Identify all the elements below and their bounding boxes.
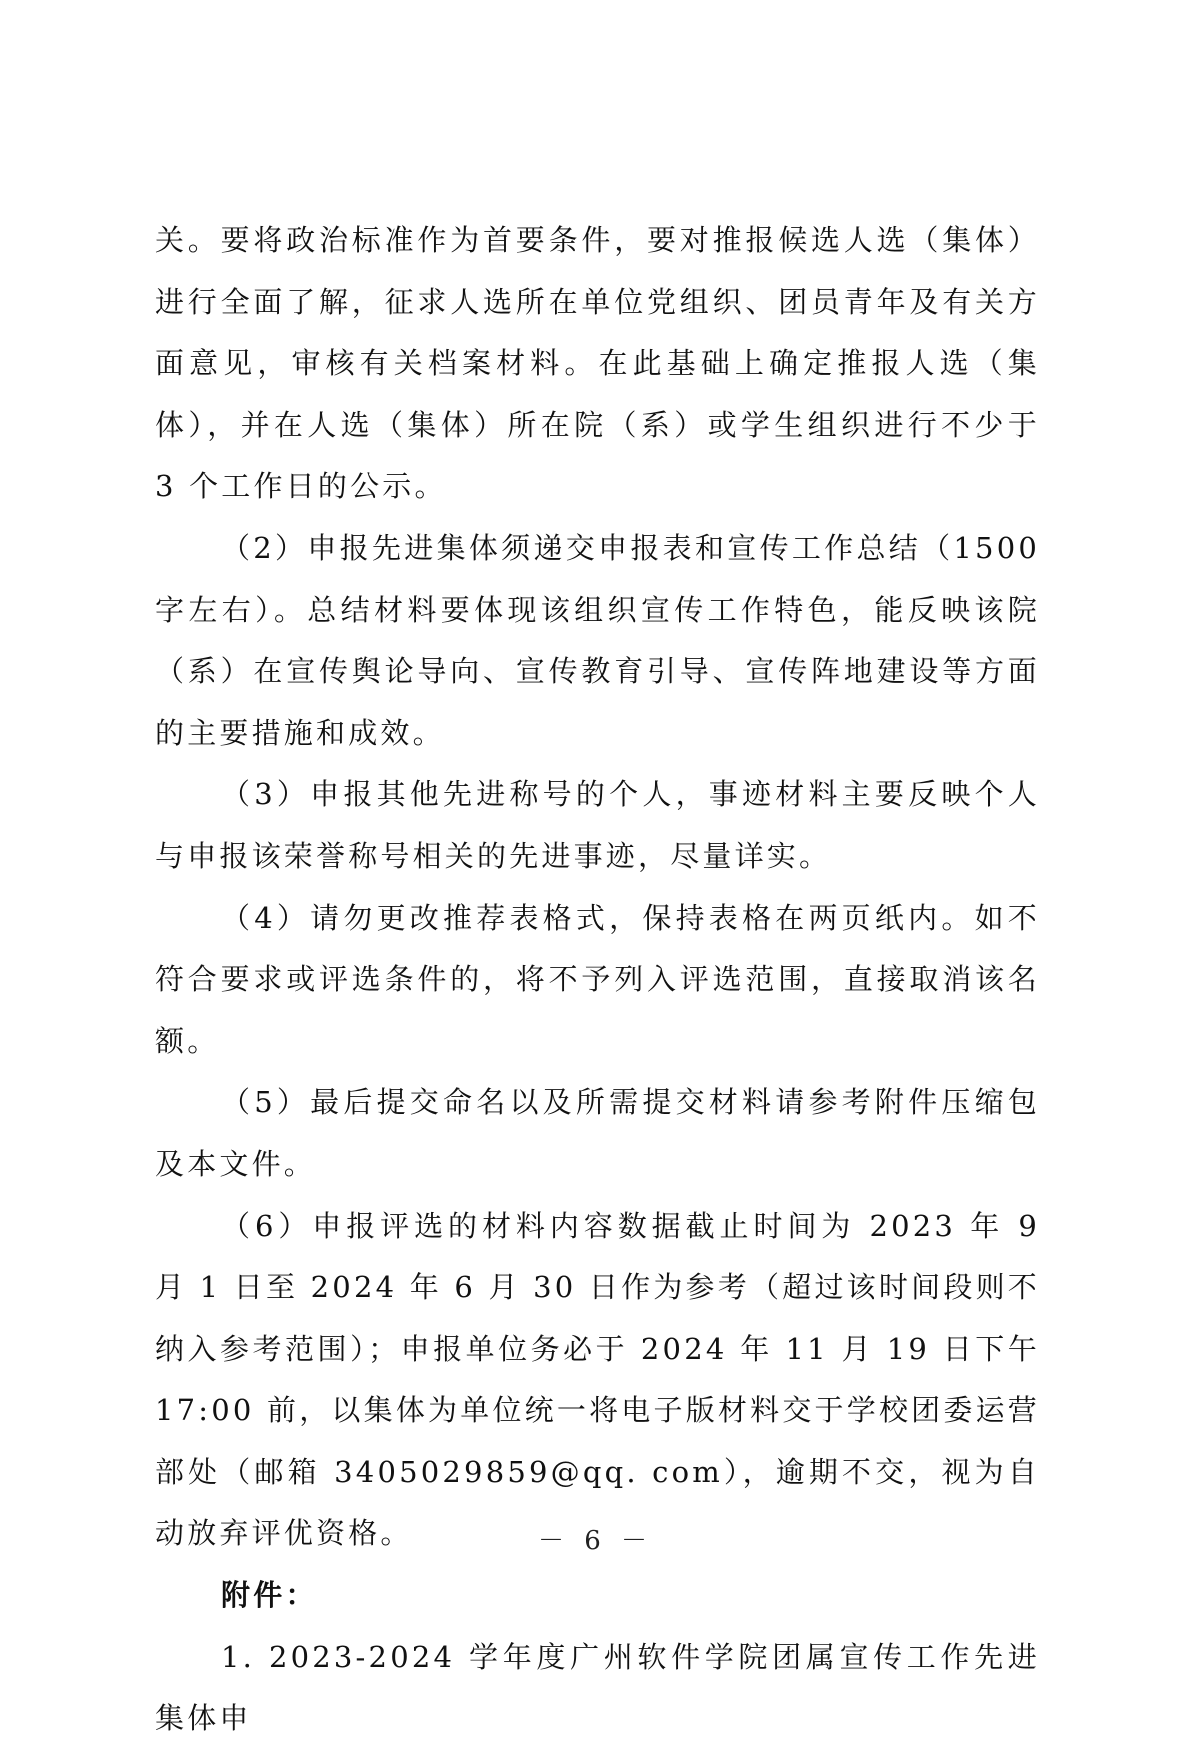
paragraph-item-2: （2）申报先进集体须递交申报表和宣传工作总结（1500 字左右）。总结材料要体现该组织宣传工作特色，能反映该院（系）在宣传舆论导向、宣传教育引导、宣传阵地建设等方面的主要措施和成效。	[155, 530, 1040, 750]
paragraph-item-6: （6）申报评选的材料内容数据截止时间为 2023 年 9 月 1 日至 2024 年 6 月 30 日作为参考（超过该时间段则不纳入参考范围）；申报单位务必于 2024 年 11 月 19 日下午 17:00 前，以集体为单位统一将电子版材料交于学校团委运营部处（邮箱 3405029859@qq. com），逾期不交，视为自动放弃评优资格。	[155, 1208, 1040, 1551]
paragraph-continuation: 关。要将政治标准作为首要条件，要对推报候选人选（集体）进行全面了解，征求人选所在单位党组织、团员青年及有关方面意见，审核有关档案材料。在此基础上确定推报人选（集体），并在人选（集体）所在院（系）或学生组织进行不少于 3 个工作日的公示。	[155, 223, 1040, 504]
document-body	[155, 210, 1040, 1750]
paragraph-item-4: （4）请勿更改推荐表格式，保持表格在两页纸内。如不符合要求或评选条件的，将不予列入评选范围，直接取消该名额。	[155, 900, 1040, 1058]
page-number: － 6 －	[537, 1526, 654, 1556]
paragraph-item-3: （3）申报其他先进称号的个人，事迹材料主要反映个人与申报该荣誉称号相关的先进事迹，尽量详实。	[155, 777, 1040, 873]
attachments-heading: 附件：	[221, 1578, 318, 1613]
attachment-item-1: 1. 2023-2024 学年度广州软件学院团属宣传工作先进集体申	[155, 1639, 1040, 1736]
paragraph-item-5: （5）最后提交命名以及所需提交材料请参考附件压缩包及本文件。	[155, 1085, 1040, 1181]
